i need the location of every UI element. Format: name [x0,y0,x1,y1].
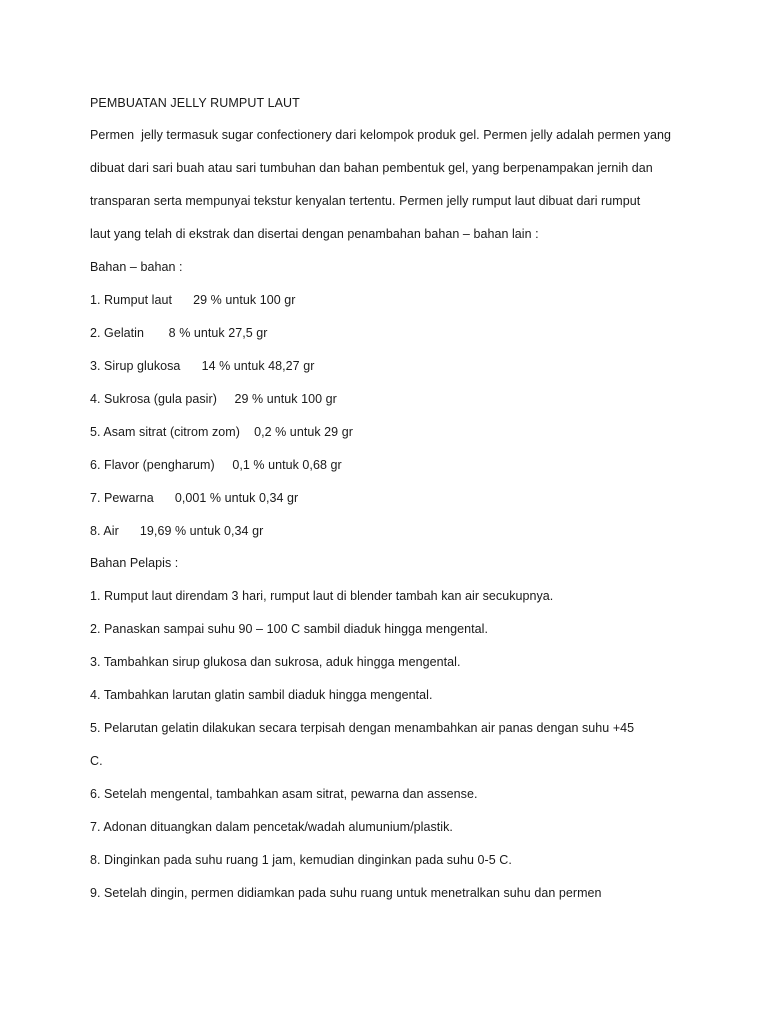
procedure-step-continuation: C. [90,754,103,768]
ingredient-item: 4. Sukrosa (gula pasir) 29 % untuk 100 gr [90,392,337,406]
ingredient-item: 3. Sirup glukosa 14 % untuk 48,27 gr [90,359,315,373]
procedure-step: 5. Pelarutan gelatin dilakukan secara terpisah dengan menambahkan air panas dengan suhu +45 [90,721,635,735]
procedure-step: 6. Setelah mengental, tambahkan asam sitrat, pewarna dan assense. [90,787,478,801]
ingredient-item: 1. Rumput laut 29 % untuk 100 gr [90,293,296,307]
ingredient-item: 2. Gelatin 8 % untuk 27,5 gr [90,326,268,340]
ingredient-item: 8. Air 19,69 % untuk 0,34 gr [90,524,264,538]
procedure-step: 1. Rumput laut direndam 3 hari, rumput laut di blender tambah kan air secukupnya. [90,589,554,603]
procedure-step: 9. Setelah dingin, permen didiamkan pada suhu ruang untuk menetralkan suhu dan permen [90,886,602,900]
intro-line: laut yang telah di ekstrak dan disertai dengan penambahan bahan – bahan lain : [90,227,539,241]
procedure-step: 8. Dinginkan pada suhu ruang 1 jam, kemudian dinginkan pada suhu 0-5 C. [90,853,512,867]
ingredient-item: 6. Flavor (pengharum) 0,1 % untuk 0,68 gr [90,458,342,472]
procedure-step: 4. Tambahkan larutan glatin sambil diaduk hingga mengental. [90,688,433,702]
procedure-step: 7. Adonan dituangkan dalam pencetak/wadah alumunium/plastik. [90,820,453,834]
intro-line: transparan serta mempunyai tekstur kenyalan tertentu. Permen jelly rumput laut dibuat dari rumput [90,194,641,208]
document-title: PEMBUATAN JELLY RUMPUT LAUT [90,96,300,110]
procedure-step: 3. Tambahkan sirup glukosa dan sukrosa, aduk hingga mengental. [90,655,461,669]
procedure-step: 2. Panaskan sampai suhu 90 – 100 C sambil diaduk hingga mengental. [90,622,489,636]
intro-line: dibuat dari sari buah atau sari tumbuhan dan bahan pembentuk gel, yang berpenampakan jernih dan [90,161,653,175]
coating-heading: Bahan Pelapis : [90,556,179,570]
ingredient-item: 5. Asam sitrat (citrom zom) 0,2 % untuk 29 gr [90,425,353,439]
intro-line: Permen jelly termasuk sugar confectionery dari kelompok produk gel. Permen jelly adalah permen yang [90,128,671,142]
ingredient-item: 7. Pewarna 0,001 % untuk 0,34 gr [90,491,299,505]
ingredients-heading: Bahan – bahan : [90,260,183,274]
